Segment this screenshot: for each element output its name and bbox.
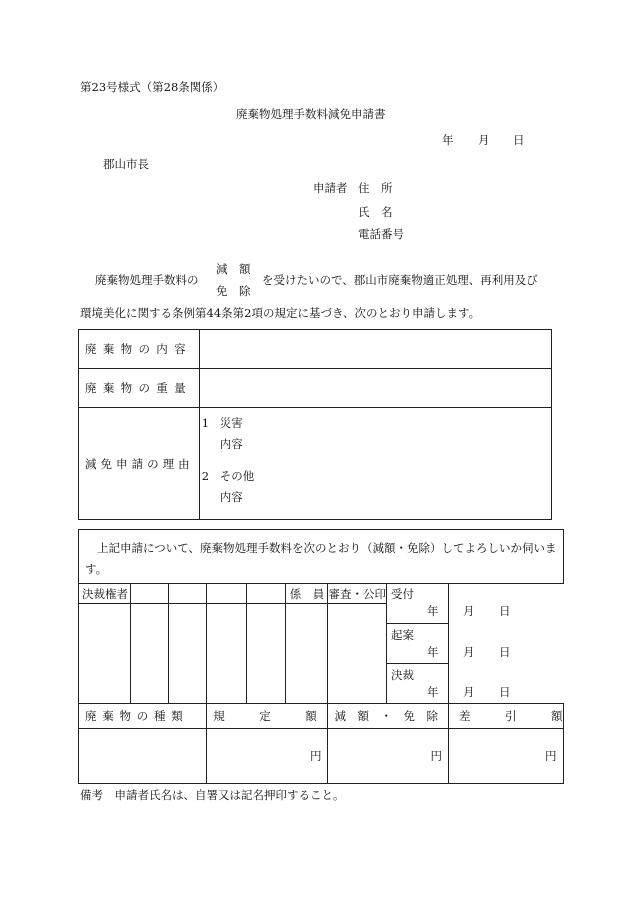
reason2-number: 2 — [201, 469, 210, 483]
staff-cell[interactable] — [286, 604, 328, 704]
reason-other-detail: 内容 — [219, 490, 243, 504]
waste-type-cell[interactable] — [79, 729, 207, 784]
received-label: 受付 — [390, 587, 414, 601]
reason-field[interactable] — [199, 408, 551, 520]
check-seal-cell[interactable] — [328, 604, 387, 704]
approval-note-line1: 上記申請について、廃棄物処理手数料を次のとおり（減額・免除）してよろしいか伺いま — [97, 541, 557, 555]
decided-cell[interactable] — [386, 664, 511, 704]
decided-year: 年 — [426, 685, 439, 699]
approver-header: 決裁権者 — [79, 584, 131, 604]
waste-type-header: 廃棄物の種類 — [79, 704, 207, 729]
approval-cell-1[interactable] — [131, 604, 169, 704]
reason-other: その他 — [219, 469, 255, 483]
reason1-number: 1 — [201, 416, 210, 430]
check-seal-header: 審査・公印 — [328, 584, 387, 604]
drafted-day: 日 — [498, 645, 511, 659]
reduction-header: 減 額 ・ 免 除 — [328, 704, 449, 729]
fee-yen: 円 — [309, 749, 322, 763]
waste-weight-label: 廃棄物の重量 — [79, 369, 200, 408]
date-month: 月 — [478, 133, 490, 147]
approval-note — [79, 530, 564, 584]
waste-content-label: 廃棄物の内容 — [79, 330, 200, 369]
applicant-name-label: 氏 名 — [358, 205, 393, 219]
waste-weight-field[interactable] — [199, 369, 551, 408]
received-day: 日 — [498, 604, 511, 618]
drafted-year: 年 — [426, 645, 439, 659]
application-table — [78, 329, 552, 520]
form-title: 廃棄物処理手数料減免申請書 — [236, 107, 386, 121]
date-day: 日 — [513, 133, 525, 147]
staff-header: 係 員 — [286, 584, 328, 604]
intro-part1: 廃棄物処理手数料の — [95, 273, 199, 287]
applicant-address-label: 住 所 — [358, 181, 393, 195]
remarks: 備考 申請者氏名は、自署又は記名押印すること。 — [80, 788, 345, 802]
date-year: 年 — [442, 133, 454, 147]
form-number: 第23号様式（第28条関係） — [80, 80, 225, 94]
approval-cell-3[interactable] — [207, 604, 247, 704]
intro-part2: を受けたいので、郡山市廃棄物適正処理、再利用及び — [262, 273, 538, 287]
applicant-label: 申請者 — [313, 181, 348, 195]
difference-yen: 円 — [545, 749, 557, 763]
reduction-yen: 円 — [430, 749, 442, 763]
decided-month: 月 — [462, 685, 475, 699]
approval-note-line2: す。 — [85, 562, 108, 576]
drafted-month: 月 — [462, 645, 475, 659]
official-table — [78, 529, 564, 784]
received-year: 年 — [426, 604, 439, 618]
drafted-label: 起案 — [390, 628, 414, 642]
difference-cell[interactable] — [448, 729, 563, 784]
reason-disaster-detail: 内容 — [219, 437, 243, 451]
reduction-cell[interactable] — [328, 729, 449, 784]
received-month: 月 — [462, 604, 475, 618]
reason-label: 減免申請の理由 — [79, 408, 200, 520]
decided-day: 日 — [498, 685, 511, 699]
applicant-phone-label: 電話番号 — [358, 227, 404, 241]
drafted-cell[interactable] — [386, 624, 511, 664]
fee-cell[interactable] — [207, 729, 328, 784]
option-exemption: 免 除 — [216, 284, 251, 298]
approval-cell-2[interactable] — [169, 604, 207, 704]
decided-label: 決裁 — [390, 668, 414, 682]
reason-disaster: 災害 — [219, 416, 243, 430]
difference-header: 差 引 額 — [448, 704, 563, 729]
fee-header: 規 定 額 — [207, 704, 328, 729]
approver-cell[interactable] — [79, 604, 131, 704]
addressee: 郡山市長 — [103, 157, 149, 171]
approval-cell-4[interactable] — [246, 604, 286, 704]
option-reduction: 減 額 — [216, 262, 251, 276]
received-cell[interactable] — [386, 584, 511, 624]
intro-line2: 環境美化に関する条例第44条第2項の規定に基づき、次のとおり申請します。 — [80, 306, 481, 320]
waste-content-field[interactable] — [199, 330, 551, 369]
